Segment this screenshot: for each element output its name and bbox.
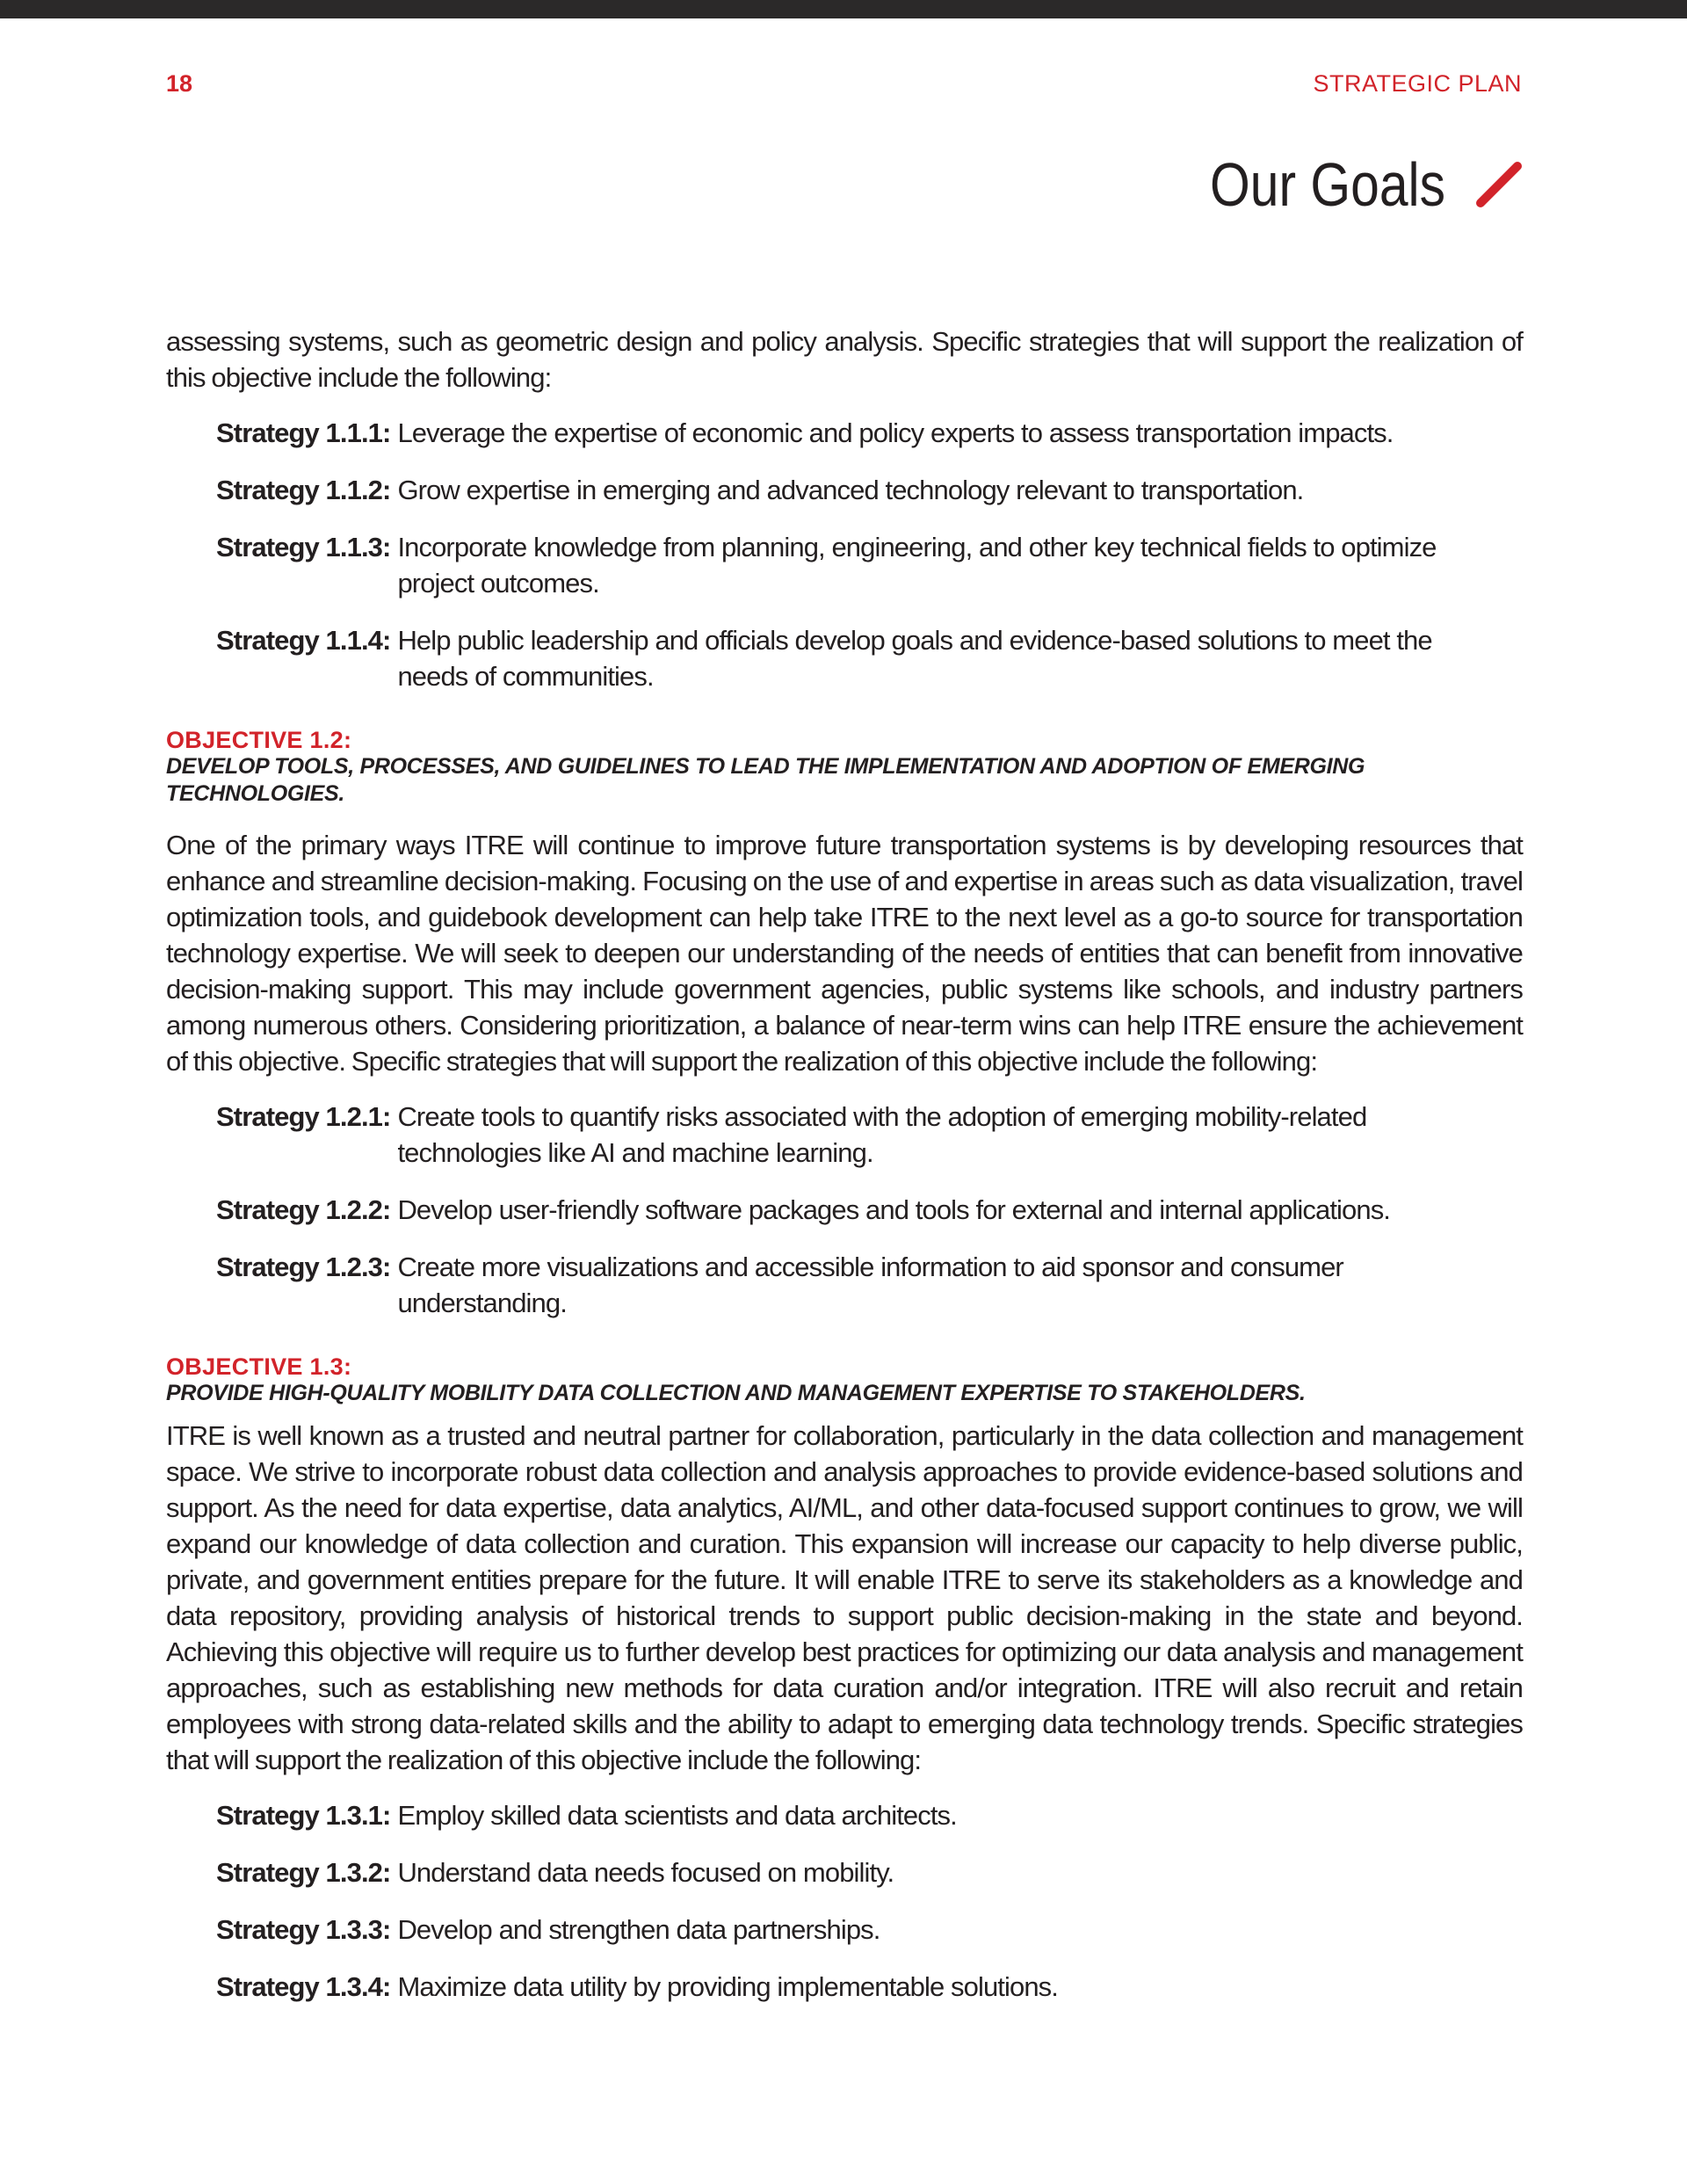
strategy-item: [166, 472, 1523, 508]
objective-body: ITRE is well known as a trusted and neutral partner for collaboration, particularly in the data collection and management space. We strive to incorporate robust data collection and analysis approaches to provide evidence-based solutions and support. As the need for data expertise, data analytics, AI/ML, and other data-focused support continues to grow, we will expand our knowledge of data collection and curation. This expansion will increase our capacity to help diverse public, private, and government entities prepare for the future. It will enable ITRE to serve its stakeholders as a knowledge and data repository, providing analysis of historical trends to support public decision-making in the state and beyond. Achieving this objective will require us to further develop best practices for optimizing our data analysis and management approaches, such as establishing new methods for data curation and/or integration. ITRE will also recruit and retain employees with strong data-related skills and the ability to adapt to emerging data technology trends. Specific strategies that will support the realization of this objective include the following:: [166, 1420, 1523, 1775]
strategy-label: Strategy 1.2.3:: [216, 1252, 391, 1282]
strategy-item: [166, 622, 1523, 694]
strategy-list-1-2: [166, 1099, 1523, 1321]
strategy-text: Develop and strengthen data partnerships.: [397, 1914, 880, 1945]
strategy-text: Understand data needs focused on mobility.: [397, 1857, 894, 1888]
strategy-item: [166, 1854, 1523, 1890]
strategy-text: Develop user-friendly software packages and tools for external and internal applications.: [397, 1194, 1391, 1225]
strategy-item: [166, 1249, 1523, 1321]
strategy-label: Strategy 1.1.2:: [216, 475, 391, 505]
strategy-list-1-1: [166, 415, 1523, 694]
strategy-item: [166, 1969, 1523, 2005]
intro-paragraph: assessing systems, such as geometric design and policy analysis. Specific strategies that will support the realization of this objective include the following:: [166, 326, 1523, 393]
objective-label: OBJECTIVE 1.2:: [166, 727, 352, 753]
pencil-icon: [1473, 159, 1524, 210]
strategy-list-1-3: [166, 1797, 1523, 2005]
running-header: STRATEGIC PLAN: [1313, 70, 1522, 97]
strategy-text: Help public leadership and officials develop goals and evidence-based solutions to meet the needs of communities.: [397, 625, 1432, 692]
strategy-item: [166, 1099, 1523, 1171]
strategy-text: Employ skilled data scientists and data architects.: [397, 1800, 957, 1831]
page-number: 18: [166, 70, 193, 97]
top-bar: [0, 0, 1687, 18]
strategy-text: Maximize data utility by providing implementable solutions.: [397, 1971, 1058, 2002]
objective-heading: DEVELOP TOOLS, PROCESSES, AND GUIDELINES TO LEAD THE IMPLEMENTATION AND ADOPTION OF EMERGING TECHNOLOGIES.: [166, 754, 1365, 806]
strategy-label: Strategy 1.2.1:: [216, 1101, 391, 1132]
strategy-item: [166, 1192, 1523, 1228]
strategy-text: Incorporate knowledge from planning, engineering, and other key technical fields to optimize project outcomes.: [397, 532, 1437, 599]
strategy-text: Leverage the expertise of economic and policy experts to assess transportation impacts.: [397, 417, 1394, 448]
objective-1-2: [166, 728, 1523, 1321]
strategy-item: [166, 415, 1523, 451]
strategy-label: Strategy 1.1.4:: [216, 625, 391, 656]
objective-heading: PROVIDE HIGH-QUALITY MOBILITY DATA COLLECTION AND MANAGEMENT EXPERTISE TO STAKEHOLDERS.: [166, 1381, 1306, 1405]
strategy-label: Strategy 1.1.1:: [216, 417, 391, 448]
strategy-text: Create tools to quantify risks associated with the adoption of emerging mobility-related technologies like AI and machine learning.: [397, 1101, 1367, 1168]
strategy-label: Strategy 1.3.3:: [216, 1914, 391, 1945]
strategy-label: Strategy 1.1.3:: [216, 532, 391, 562]
strategy-label: Strategy 1.2.2:: [216, 1194, 391, 1225]
title-row: [1165, 149, 1524, 220]
page-title: Our Goals: [1210, 150, 1445, 219]
strategy-label: Strategy 1.3.4:: [216, 1971, 391, 2002]
strategy-label: Strategy 1.3.1:: [216, 1800, 391, 1831]
strategy-item: [166, 529, 1523, 601]
objective-body: One of the primary ways ITRE will continue to improve future transportation systems is by developing resources that enhance and streamline decision-making. Focusing on the use of and expertise in areas such as data visualization, travel optimization tools, and guidebook development can help take ITRE to the next level as a go-to source for transportation technology expertise. We will seek to deepen our understanding of the needs of entities that can benefit from innovative decision-making support. This may include government agencies, public systems like schools, and industry partners among numerous others. Considering prioritization, a balance of near-term wins can help ITRE ensure the achievement of this objective. Specific strategies that will support the realization of this objective include the following:: [166, 830, 1523, 1077]
strategy-text: Grow expertise in emerging and advanced technology relevant to transportation.: [397, 475, 1304, 505]
strategy-text: Create more visualizations and accessible information to aid sponsor and consumer understanding.: [397, 1252, 1343, 1318]
objective-1-3: [166, 1354, 1523, 2005]
objective-label: OBJECTIVE 1.3:: [166, 1353, 352, 1380]
strategy-item: [166, 1912, 1523, 1948]
strategy-item: [166, 1797, 1523, 1833]
strategy-label: Strategy 1.3.2:: [216, 1857, 391, 1888]
page-content: [166, 323, 1523, 2005]
